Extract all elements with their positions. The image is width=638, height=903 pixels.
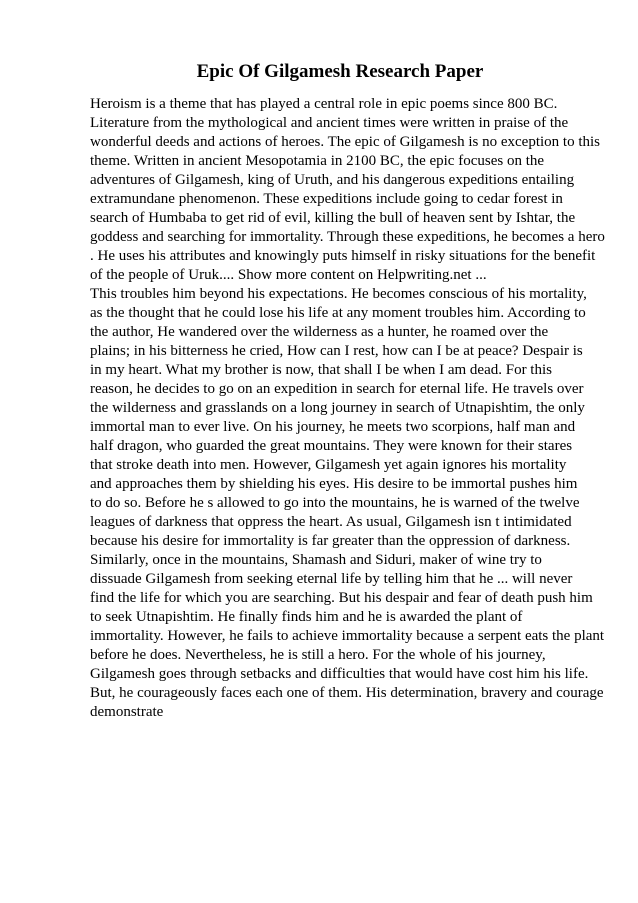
body-text-line: the author, He wandered over the wilderness as a hunter, he roamed over the — [90, 324, 549, 340]
body-text-line: Literature from the mythological and ancient times were written in praise of the — [90, 115, 569, 131]
body-text-line: that stroke death into men. However, Gilgamesh yet again ignores his mortality — [90, 457, 567, 473]
body-text-line: of the people of Uruk.... Show more content on Helpwriting.net ... — [90, 267, 487, 283]
body-text-line: find the life for which you are searching. But his despair and fear of death push him — [90, 590, 593, 606]
body-text-line: goddess and searching for immortality. Through these expeditions, he becomes a hero — [90, 229, 605, 245]
body-text-line: immortality. However, he fails to achieve immortality because a serpent eats the plant — [90, 628, 605, 644]
body-text-line: in my heart. What my brother is now, that shall I be when I am dead. For this — [90, 362, 552, 378]
body-text-line: half dragon, who guarded the great mountains. They were known for their stares — [90, 438, 573, 454]
body-text-line: plains; in his bitterness he cried, How can I rest, how can I be at peace? Despair is — [90, 343, 583, 359]
body-text-line: the wilderness and grasslands on a long journey in search of Utnapishtim, the only — [90, 400, 585, 416]
body-text-line: Gilgamesh goes through setbacks and difficulties that would have cost him his life. — [90, 666, 589, 682]
body-text-line: reason, he decides to go on an expedition in search for eternal life. He travels over — [90, 381, 584, 397]
body-text-line: Similarly, once in the mountains, Shamash and Siduri, maker of wine try to — [90, 552, 542, 568]
body-text-line: as the thought that he could lose his life at any moment troubles him. According to — [90, 305, 586, 321]
body-text-line: before he does. Nevertheless, he is still a hero. For the whole of his journey, — [90, 647, 546, 663]
body-text-line: to seek Utnapishtim. He finally finds him and he is awarded the plant of — [90, 609, 523, 625]
body-text-line: leagues of darkness that oppress the heart. As usual, Gilgamesh isn t intimidated — [90, 514, 572, 530]
body-text-line: . He uses his attributes and knowingly puts himself in risky situations for the benefit — [90, 248, 596, 264]
document-body — [90, 95, 605, 722]
body-text-line: to do so. Before he s allowed to go into the mountains, he is warned of the twelve — [90, 495, 580, 511]
body-text-line: because his desire for immortality is far greater than the oppression of darkness. — [90, 533, 571, 549]
body-text-line: search of Humbaba to get rid of evil, killing the bull of heaven sent by Ishtar, the — [90, 210, 576, 226]
body-text-line: This troubles him beyond his expectations. He becomes conscious of his mortality, — [90, 286, 587, 302]
body-text-line: immortal man to ever live. On his journey, he meets two scorpions, half man and — [90, 419, 576, 435]
body-text-line: extramundane phenomenon. These expeditions include going to cedar forest in — [90, 191, 563, 207]
body-text-line: demonstrate — [90, 704, 164, 720]
body-text-line: theme. Written in ancient Mesopotamia in 2100 BC, the epic focuses on the — [90, 153, 545, 169]
body-text-line: adventures of Gilgamesh, king of Uruth, and his dangerous expeditions entailing — [90, 172, 575, 188]
body-text-line: But, he courageously faces each one of them. His determination, bravery and courage — [90, 685, 604, 701]
body-text-line: Heroism is a theme that has played a central role in epic poems since 800 BC. — [90, 96, 558, 112]
document-title: Epic Of Gilgamesh Research Paper — [196, 61, 484, 82]
body-text-line: wonderful deeds and actions of heroes. The epic of Gilgamesh is no exception to this — [90, 134, 601, 150]
body-text-line: dissuade Gilgamesh from seeking eternal life by telling him that he ... will never — [90, 571, 573, 587]
body-text-line: and approaches them by shielding his eyes. His desire to be immortal pushes him — [90, 476, 578, 492]
